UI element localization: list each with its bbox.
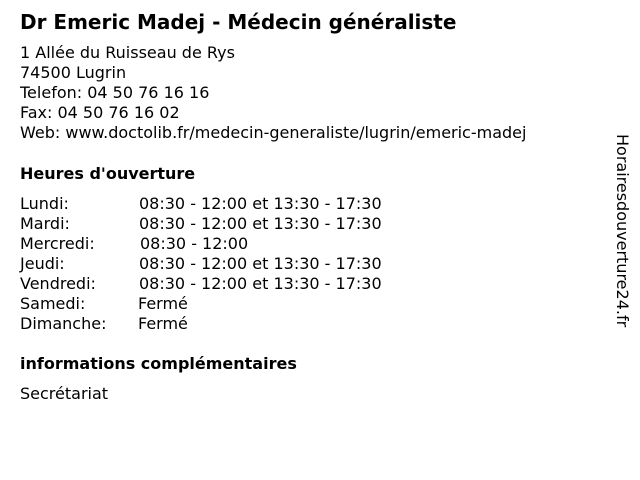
additional-info-text: Secrétariat	[20, 384, 109, 403]
website-link[interactable]: Web: www.doctolib.fr/medecin-generaliste/lugrin/emeric-madej	[20, 123, 527, 142]
day-hours: 08:30 - 12:00	[140, 234, 249, 253]
day-label: Mercredi:	[20, 234, 95, 253]
hours-row-wednesday	[20, 234, 440, 254]
day-hours: 08:30 - 12:00 et 13:30 - 17:30	[139, 274, 382, 293]
day-hours: 08:30 - 12:00 et 13:30 - 17:30	[139, 194, 382, 213]
hours-row-friday	[20, 274, 440, 294]
contact-block	[20, 43, 526, 143]
opening-hours-heading: Heures d'ouverture	[20, 164, 196, 183]
day-hours: Fermé	[138, 314, 188, 333]
phone-number: Telefon: 04 50 76 16 16	[20, 83, 210, 102]
day-label: Samedi:	[20, 294, 86, 313]
brand-watermark: Horairesdouverture24.fr	[613, 134, 632, 328]
page-title: Dr Emeric Madej - Médecin généraliste	[20, 10, 457, 34]
opening-hours-table	[20, 194, 440, 334]
hours-row-saturday	[20, 294, 440, 314]
day-hours: 08:30 - 12:00 et 13:30 - 17:30	[139, 254, 382, 273]
hours-row-thursday	[20, 254, 440, 274]
day-label: Vendredi:	[20, 274, 96, 293]
day-hours: 08:30 - 12:00 et 13:30 - 17:30	[139, 214, 382, 233]
street-address: 1 Allée du Ruisseau de Rys	[20, 43, 235, 62]
hours-row-tuesday	[20, 214, 440, 234]
day-hours: Fermé	[138, 294, 188, 313]
hours-row-monday	[20, 194, 440, 214]
additional-info-heading: informations complémentaires	[20, 354, 297, 373]
day-label: Lundi:	[20, 194, 69, 213]
day-label: Dimanche:	[20, 314, 107, 333]
fax-number: Fax: 04 50 76 16 02	[20, 103, 180, 122]
day-label: Jeudi:	[20, 254, 65, 273]
day-label: Mardi:	[20, 214, 70, 233]
hours-row-sunday	[20, 314, 440, 334]
city-postal: 74500 Lugrin	[20, 63, 127, 82]
